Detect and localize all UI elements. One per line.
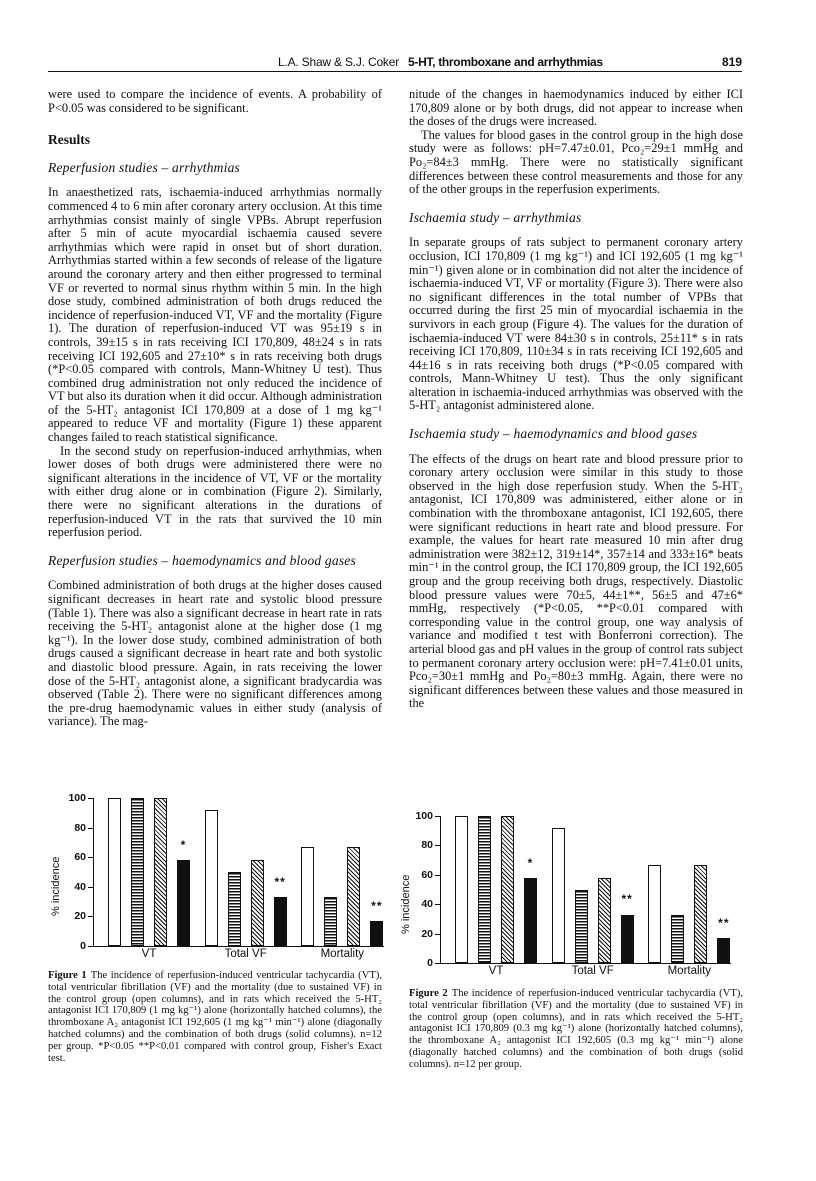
- right-column: [409, 88, 743, 711]
- subheading-ischaemia-haemodynamics: Ischaemia study – haemodynamics and blood gases: [409, 426, 698, 442]
- bar-diag: [154, 798, 167, 946]
- x-category-label: VT: [488, 965, 504, 977]
- bar-open: [108, 798, 121, 946]
- significance-marker: **: [621, 892, 633, 907]
- y-tick-label: 100: [415, 810, 433, 822]
- section-heading-results: Results: [48, 132, 91, 148]
- figure-2-label: Figure 2: [409, 988, 448, 999]
- y-tick-label: 40: [74, 880, 86, 893]
- bar-open: [455, 816, 468, 963]
- y-tick-label: 100: [68, 792, 86, 804]
- page-number: 819: [721, 55, 742, 69]
- figure-2-caption-text: The incidence of reperfusion-induced ventricular tachycardia (VT), total ventricular fibrillation (VF) and the mortality (due to sustained VF) in the control group (open columns), and in rats which received the 5-HT₂ antagonist ICI 170,809 (0.3 mg kg⁻¹) alone (horizontally hatched columns), the thromboxane A₂ antagonist ICI 192,605 (0.3 mg kg⁻¹ min⁻¹) alone (diagonally hatched columns) and the combination of both drugs (solid columns). n=12 per group.: [409, 988, 743, 1070]
- y-tick: [435, 875, 441, 876]
- methods-tail-paragraph: were used to compare the incidence of events. A probability of P<0.05 was considered to be significant.: [48, 87, 382, 115]
- bar-horiz: [324, 897, 337, 946]
- bar-diag: [694, 865, 707, 963]
- y-tick: [88, 916, 94, 917]
- bar-horiz: [575, 890, 588, 964]
- paragraph: nitude of the changes in haemodynamics induced by either ICI 170,809 alone or by both drugs, did not appear to increase when the doses of the drugs were increased.: [409, 87, 743, 129]
- figure-1-caption: [48, 970, 382, 1064]
- y-tick: [88, 887, 94, 888]
- bar-open: [301, 847, 314, 946]
- subheading-reperfusion-haemodynamics: Reperfusion studies – haemodynamics and blood gases: [48, 552, 356, 568]
- y-tick: [88, 828, 94, 829]
- y-tick-label: 40: [421, 898, 433, 911]
- x-category-label: VT: [141, 948, 157, 960]
- x-category-label: Mortality: [320, 948, 365, 960]
- y-tick-label: 80: [421, 839, 433, 852]
- running-head: [48, 55, 742, 72]
- y-tick-label: 60: [74, 851, 86, 864]
- bar-open: [552, 828, 565, 963]
- y-tick: [435, 845, 441, 846]
- bar-solid: [524, 878, 537, 963]
- plot-area: [68, 792, 384, 960]
- bar-diag: [347, 847, 360, 946]
- bar-diag: [598, 878, 611, 963]
- x-category-label: Total VF: [571, 965, 614, 977]
- y-tick-label: 80: [74, 821, 86, 834]
- x-category-label: Total VF: [224, 948, 267, 960]
- y-tick: [88, 798, 94, 799]
- x-category-label: Mortality: [667, 965, 712, 977]
- paragraph: The values for blood gases in the control group in the high dose study were as follows: pH=7.47±0.01, Pco₂=29±1 mmHg and Po₂=84±3 mmHg. There were no statistically significant differences between these control measurements and those for any of the other groups in the reperfusion experiments.: [409, 127, 743, 197]
- figure-2-chart: [398, 806, 743, 986]
- significance-marker: **: [718, 916, 730, 930]
- y-tick: [88, 946, 94, 947]
- plot-area: [415, 810, 731, 977]
- significance-marker: **: [274, 875, 286, 890]
- y-tick-label: 20: [421, 927, 433, 940]
- paragraph: The effects of the drugs on heart rate and blood pressure prior to coronary artery occlusion were similar in this study to those observed in the high dose reperfusion study. When the 5-HT₂ antagonist, ICI 170,809 was administered, either alone or in combination with the thromboxane antagonist, ICI 192,605, there were significant reductions in heart rate and blood pressure. For example, the values for heart rate measured 10 min after drug administration were 382±12, 319±14*, 357±14 and 333±16* beats min⁻¹ in the control group, the ICI 170,809 group, the ICI 192,605 group and the group receiving both drugs, respectively. Diastolic blood pressure values were 70±5, 44±1**, 56±5 and 47±6* mmHg, respectively (*P<0.05, **P<0.01 compared with corresponding value in the control group, one way analysis of variance and modified t test with Bonferroni correction). The arterial blood gas and pH values in the group of control rats subject to permanent coronary artery occlusion were: pH=7.41±0.01 units, Pco₂=30±1 mmHg and Po₂=80±3 mmHg. Again, there were no significant differences between these values and those measured in the: [409, 451, 743, 711]
- subheading-ischaemia-arrhythmias: Ischaemia study – arrhythmias: [409, 209, 582, 225]
- y-tick: [435, 904, 441, 905]
- y-tick-label: 20: [74, 910, 86, 923]
- running-head-authors: L.A. Shaw & S.J. Coker: [278, 55, 399, 69]
- left-column: [48, 88, 382, 729]
- paragraph: Combined administration of both drugs at the higher doses caused significant decreases in heart rate and systolic blood pressure (Table 1). There was also a significant decrease in heart rate in rats receiving the 5-HT₂ antagonist alone at the higher dose (1 mg kg⁻¹). In the lower dose study, combined administration of both drugs caused a significant decrease in heart rate and both systolic and diastolic blood pressure. Again, in rats receiving the lower dose of the 5-HT₂ antagonist alone, a significant bradycardia was observed (Table 2). There were no significant differences among the pre-drug haemodynamic values in either study (analysis of variance). The mag-: [48, 578, 382, 729]
- running-head-title: 5-HT, thromboxane and arrhythmias: [408, 55, 603, 69]
- bar-diag: [501, 816, 514, 963]
- y-axis-title: % incidence: [400, 874, 412, 934]
- bar-horiz: [228, 872, 241, 946]
- y-tick-label: 60: [421, 868, 433, 881]
- bar-horiz: [478, 816, 491, 963]
- y-tick: [435, 816, 441, 817]
- y-tick-label: 0: [427, 957, 433, 969]
- bar-solid: [621, 915, 634, 964]
- y-axis-title: % incidence: [50, 856, 62, 916]
- bar-horiz: [131, 798, 144, 946]
- figure-1-caption-text: The incidence of reperfusion-induced ventricular tachycardia (VT), total ventricular fibrillation (VF) and the mortality (due to sustained VF) in the control group (open columns), and in rats which received the 5-HT₂ antagonist ICI 170,809 (1 mg kg⁻¹) alone (horizontally hatched columns), the thromboxane A₂ antagonist ICI 192,605 (1 mg kg⁻¹ min⁻¹) alone (diagonally hatched columns) and the combination of both drugs (solid columns). n=12 per group. *P<0.05 **P<0.01 compared with control group, Fisher's Exact test.: [48, 970, 382, 1064]
- bar-open: [648, 865, 661, 963]
- significance-marker: *: [180, 838, 187, 853]
- figure-2-caption: [409, 988, 743, 1071]
- bar-solid: [177, 860, 190, 946]
- paragraph: In the second study on reperfusion-induced arrhythmias, when lower doses of both drugs were administered there were no significant alterations in the incidence of VT, VF or the mortality with either drug alone or in combination (Figure 2). Similarly, there were no significant alterations in the durations of reperfusion-induced VT in the rats that survived the 10 min reperfusion period.: [48, 443, 382, 540]
- y-tick: [435, 963, 441, 964]
- figure-1-chart: [48, 788, 393, 968]
- y-tick: [435, 934, 441, 935]
- figure-1-label: Figure 1: [48, 970, 87, 981]
- bar-diag: [251, 860, 264, 946]
- y-tick-label: 0: [80, 940, 86, 952]
- significance-marker: *: [527, 855, 534, 870]
- bar-solid: [370, 921, 383, 946]
- significance-marker: **: [371, 898, 383, 913]
- subheading-reperfusion-arrhythmias: Reperfusion studies – arrhythmias: [48, 159, 240, 175]
- bar-horiz: [671, 915, 684, 964]
- paragraph: In anaesthetized rats, ischaemia-induced arrhythmias normally commenced 4 to 6 min after coronary artery occlusion. At this time arrhythmias consist mainly of single VPBs. Abrupt reperfusion after 5 min of acute myocardial ischaemia caused severe arrhythmias which were rapid in onset but of short duration. Arrhythmias started within a few seconds of release of the ligature around the coronary artery and then either progressed to terminal VF or reverted to normal sinus rhythm within 5 min. In the high dose study, combined administration of both drugs reduced the incidence of reperfusion-induced VT, VF and the mortality (Figure 1). The duration of reperfusion-induced VT was 95±19 s in controls, 39±15 s in rats receiving ICI 170,809, 48±24 s in rats receiving ICI 192,605 and 27±10* s in rats receiving both drugs (*P<0.05 compared with controls, Mann-Whitney U test). Thus combined drug administration not only reduced the incidence of VT but also its duration when it did occur. Although administration of the 5-HT₂ antagonist ICI 170,809 at a dose of 1 mg kg⁻¹ appeared to reduce VF and mortality (Figure 1) these apparent changes failed to reach statistical significance.: [48, 185, 382, 445]
- bar-solid: [717, 938, 730, 963]
- y-tick: [88, 857, 94, 858]
- paragraph: In separate groups of rats subject to permanent coronary artery occlusion, ICI 170,809 (1 mg kg⁻¹) and ICI 192,605 (1 mg kg⁻¹ min⁻¹) given alone or in combination did not alter the incidence of ischaemia-induced VT, VF or mortality (Figure 3). There were also no significant differences in the total number of VPBs that occurred during the first 25 min of myocardial ischaemia in the survivors in each group (Figure 4). The values for the duration of ischaemia-induced VT were 84±30 s in controls, 25±11* s in rats receiving ICI 170,809, 110±34 s in rats receiving ICI 192,605 and 44±16 s in rats receiving both drugs (*P<0.05 compared with controls, Mann-Whitney U test). Thus the only significant alteration in ischaemia-induced arrhythmias was observed with the 5-HT₂ antagonist administered alone.: [409, 235, 743, 413]
- bar-open: [205, 810, 218, 946]
- bar-solid: [274, 897, 287, 946]
